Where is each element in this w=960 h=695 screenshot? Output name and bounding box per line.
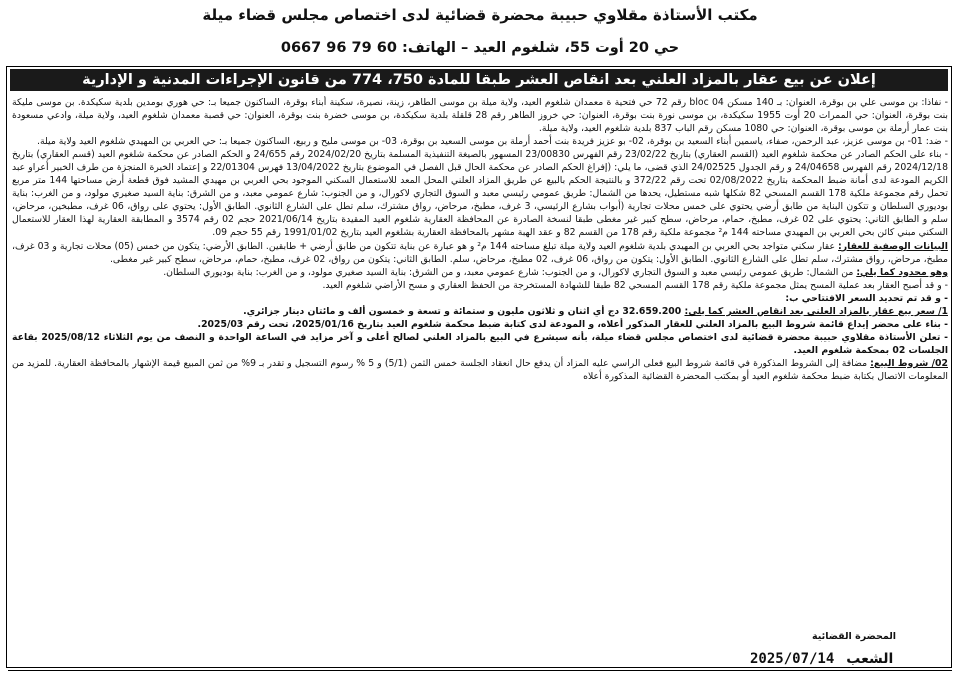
office-address: حي 20 أوت 55، شلغوم العيد – الهاتف: 60 79 96 0667 <box>280 40 680 56</box>
deposit-paragraph: - بناء على محضر إيداع قائمة شروط البيع بالمزاد العلني للعقار المذكور أعلاه، و المودعة لدى كتابة ضبط محكمة شلغوم العيد بتاريخ 2025/01/16، تحت رقم 2025/03. <box>197 318 948 330</box>
description-paragraph <box>12 240 948 266</box>
boundaries-label: وهو محدود كما يلي: <box>856 266 948 278</box>
plaintiffs-paragraph: - نفاذا: بن موسى علي بن بوقرة، العنوان: بـ 140 مسكن bloc 04 رقم 72 حي فتحية ة معمدان شلغوم العيد، ولاية ميلة بن موسى الطاهر، زينة، نصيرة، سكينة أبناء بوقرة، الساكنون جميعا بـ: حي هوري بومدين بلدية سكيكدة. بن موسى مليكة بنت بوقرة، العنوان: حي الممرات 20 أوت 1955 سكيكدة، بن موسى نورة بنت بوقرة، العنوان: حي خروز الطاهر رقم 28 قلقلة بلدية سكيكدة، بن موسى خضرة بنت بوقرة، العنوان: حي قصبة معمدان شلغوم العيد، ولاية ميلة، وادعي مسعودة بنت عمار أرملة بن موسى بوقرة، العنوان: حي 1080 مسكن رقم الباب 837 بلدية شلغوم العيد، ولاية ميلة. <box>12 97 948 135</box>
boundaries-paragraph <box>12 266 948 279</box>
price-text: 32.659.200 دج أي اثنان و ثلاثون مليون و ستمائة و تسعة و خمسون ألف و مائتان دينار جزائري. <box>243 305 685 317</box>
notice-body <box>12 96 948 661</box>
office-header: مكتب الأستاذة مقلاوي حبيبة محضرة قضائية لدى اختصاص مجلس قضاء ميلة <box>202 6 758 24</box>
footer-divider <box>8 670 952 671</box>
description-text: عقار سكني متواجد بحي العربي بن المهيدي بلدية شلغوم العيد ولاية ميلة تبلغ مساحته 144 م² و هو عبارة عن بناية تتكون من طابق أرضي + طابقين. الطابق الأرضي: يتكون من خمس (05) محلات تجارية و 03 غرف، مطبخ، مرحاض، رواق مشترك، سلم تطل على الشارع الثانوي. الطابق الأول: يتكون من رواق، 06 غرف، 02 مطبخ، مرحاض، سلم. الطابق الثاني: يتكون من رواق، 02 غرف، مطبخ، حمام، مرحاض، سطح كبير غير مغطى. <box>12 240 948 265</box>
bailiff-signature: المحضرة القضائية <box>812 631 897 642</box>
price-paragraph <box>12 305 948 318</box>
judgment-paragraph: - بناء على الحكم الصادر عن محكمة شلغوم العيد (القسم العقاري) بتاريخ 23/02/22 رقم الفهرس 23/00830 المسهور بالصيغة التنفيذية المسلمة بتاريخ 2024/02/20 رقم 24/655 و الحكم الصادر عن محكمة شلغوم العيد (قسم العقاري) بتاريخ 2024/12/18 رقم الفهرس 24/04658 و رقم الجدول 24/02525 الذي قضى، ما يلي: (إفراغ الحكم الصادر عن محكمة الحال قبل الفصل في الموضوع بتاريخ 13/04/2022 فهرس 22/01304 و إعتماد الخبرة المنجزة من طرف الخبير أعراو عبد الكريم المودعة لدى أمانة ضبط المحكمة بتاريخ 02/08/2022 تحت رقم 372/22 و بالنتيجة الحكم بالبيع عن طريق المزاد العلني المحل المعد للاستعمال السكني الموجود بحي العربي بن مهيدي المشيد فوق قطعة أرض مساحتها 144 متر مربع تحمل رقم مجموعة ملكية 178 القسم المسحي 82 شكلها شبه مستطيل، يحدها من الشمال: طريق عمومي رئيسي معبد و السوق التجاري لاكورال، و من الجنوب: شارع عمومي معبد، و من الشرق: بناية السيد صغيري مولود، و من الغرب: بناية بوديوري السلطان و تتكون البناية من طابق أرضي يحتوي على خمس محلات تجارية (أبواب بشارع الرئيسي، 3 غرف، مطبخ، مرحاض، رواق مشترك، سلم تطل على الشارع الثانوي. الطابق الأول: يحتوي على رواق، 06 غرف، مطبخين، مرحاض، سلم و الطابق الثاني: يحتوي على 02 غرف، مطبخ، حمام، مرحاض، سطح كبير غير مغطى طبقا لنسخة الصادرة عن المحافظة العقارية شلغوم العيد المقيدة بتاريخ 2021/06/14 حجم 02 رقم 3574 و المطابقة العقارية لهذا العقار للاستعمال السكني مبني كائن بحي العربي بن المهيدي مساحته 144 م² مجموعة ملكية رقم 178 من القسم 82 و عقد الهبة مشهر بالمحافظة العقارية بشلغوم العيد بتاريخ 1991/01/02 رقم 55 حجم 09. <box>12 149 948 239</box>
defendants-paragraph: - ضد: 01- بن موسى عزيز، عبد الرحمن، صفاء، ياسمين أبناء السعيد بن بوقرة، 02- بو عزيز فريدة بنت أحمد أرملة بن موسى السعيد بن بوقرة، 03- بن موسى مليح و ربيع، الساكنون جميعا بـ: حي العربي بن المهيدي شلغوم العيد ولاية ميلة. <box>37 136 948 148</box>
price-label: 1/ سعر بيع عقار بالمزاد العلني بعد انقاص العشر كما يلي: <box>684 305 948 317</box>
publication-footer <box>750 651 893 667</box>
description-label: البيانات الوصفية للعقار: <box>838 240 948 252</box>
conditions-text: مضافة إلى الشروط المذكورة في قائمة شروط البيع فعلى الراسي عليه المزاد أن يدفع حال انعقاد الجلسة خمس الثمن (5/1) و 5 % رسوم التسجيل و تقدر بـ 9% من ثمن المبيع قيمة الإشهار بالمحافظة العقارية. للمزيد من المعلومات الاتصال بكتابة ضبط محكمة شلغوم العيد أو بمكتب المحضرة القضائية المذكورة أعلاه <box>12 357 948 382</box>
conditions-label: 02/ شروط البيع: <box>870 357 948 369</box>
publication-date: 2025/07/14 <box>750 651 835 667</box>
notice-title-banner: إعلان عن بيع عقار بالمزاد العلني بعد انقاص العشر طبقا للمادة 750، 774 من قانون الإجراءات المدنية و الإدارية <box>10 69 948 91</box>
conditions-paragraph <box>12 357 948 383</box>
auction-notice-paragraph: - تعلن الأستاذة مقلاوي حبيبة محضرة قضائية لدى اختصاص مجلس قضاء ميلة، بأنه سيشرع في البيع بالمزاد العلني لصالح أعلى و آخر مزايد في الساعة الواحدة و النصف من يوم الثلاثاء 2025/08/12 بقاعة الجلسات 02 بمحكمة شلغوم العيد. <box>12 331 948 356</box>
publication-name: الشعب <box>846 651 894 667</box>
price-intro: - و قد تم تحديد السعر الافتتاحي ب: <box>785 292 948 304</box>
boundaries-text: من الشمال: طريق عمومي رئيسي معبد و السوق التجاري لاكورال، و من الجنوب: شارع عمومي معبد، و من الشرق: بناية السيد صغيري مولود، و من الغرب: بناية بوديوري السلطان. <box>163 266 857 278</box>
origin-paragraph: - و قد أصبح العقار بعد عملية المسح يمثل مجموعة ملكية رقم 178 القسم المسحي 82 طبقا للشهادة المستخرجة من الحفظ العقاري و مسح الأراضي شلغوم العيد. <box>322 279 948 291</box>
